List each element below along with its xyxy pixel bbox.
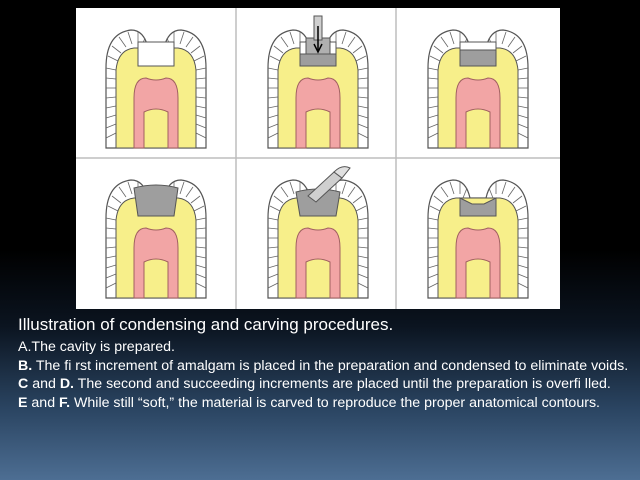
amalgam-partial: [460, 50, 496, 66]
caption-connector-cd: and: [28, 376, 60, 392]
panel-b: [268, 16, 368, 148]
panel-c: [428, 30, 528, 148]
amalgam-increment: [300, 54, 336, 66]
caption-text-cd: The second and succeeding increments are placed until the preparation is overfi lled.: [74, 376, 611, 392]
caption-item-cd: [18, 375, 630, 394]
caption-title: Illustration of condensing and carving procedures.: [18, 315, 394, 334]
caption-label-c: C: [18, 376, 29, 392]
caption-label-d: D.: [59, 376, 74, 392]
cavity-preparation: [138, 42, 174, 66]
caption: [18, 312, 630, 412]
tooth-panels-grid: [76, 8, 560, 309]
panel-e: [268, 167, 368, 298]
caption-label-e: E: [18, 394, 28, 411]
panel-f: [428, 180, 528, 298]
caption-label-b: B.: [18, 357, 33, 374]
caption-label-f: F.: [59, 394, 71, 411]
caption-item-b: [18, 357, 630, 376]
caption-text-ef: While still “soft,” the material is carved to reproduce the proper anatomical contours.: [70, 394, 600, 411]
amalgam-overfilled: [134, 185, 178, 216]
caption-item-a: [18, 338, 630, 357]
panel-d: [106, 180, 206, 298]
caption-connector-ef: and: [27, 394, 60, 411]
illustration-figure: [76, 8, 560, 309]
caption-item-ef: [18, 394, 630, 413]
panel-a: [106, 30, 206, 148]
caption-text-a: A.The cavity is prepared.: [18, 339, 175, 355]
caption-text-b: The fi rst increment of amalgam is placed in the preparation and condensed to eliminate voids.: [32, 357, 629, 374]
